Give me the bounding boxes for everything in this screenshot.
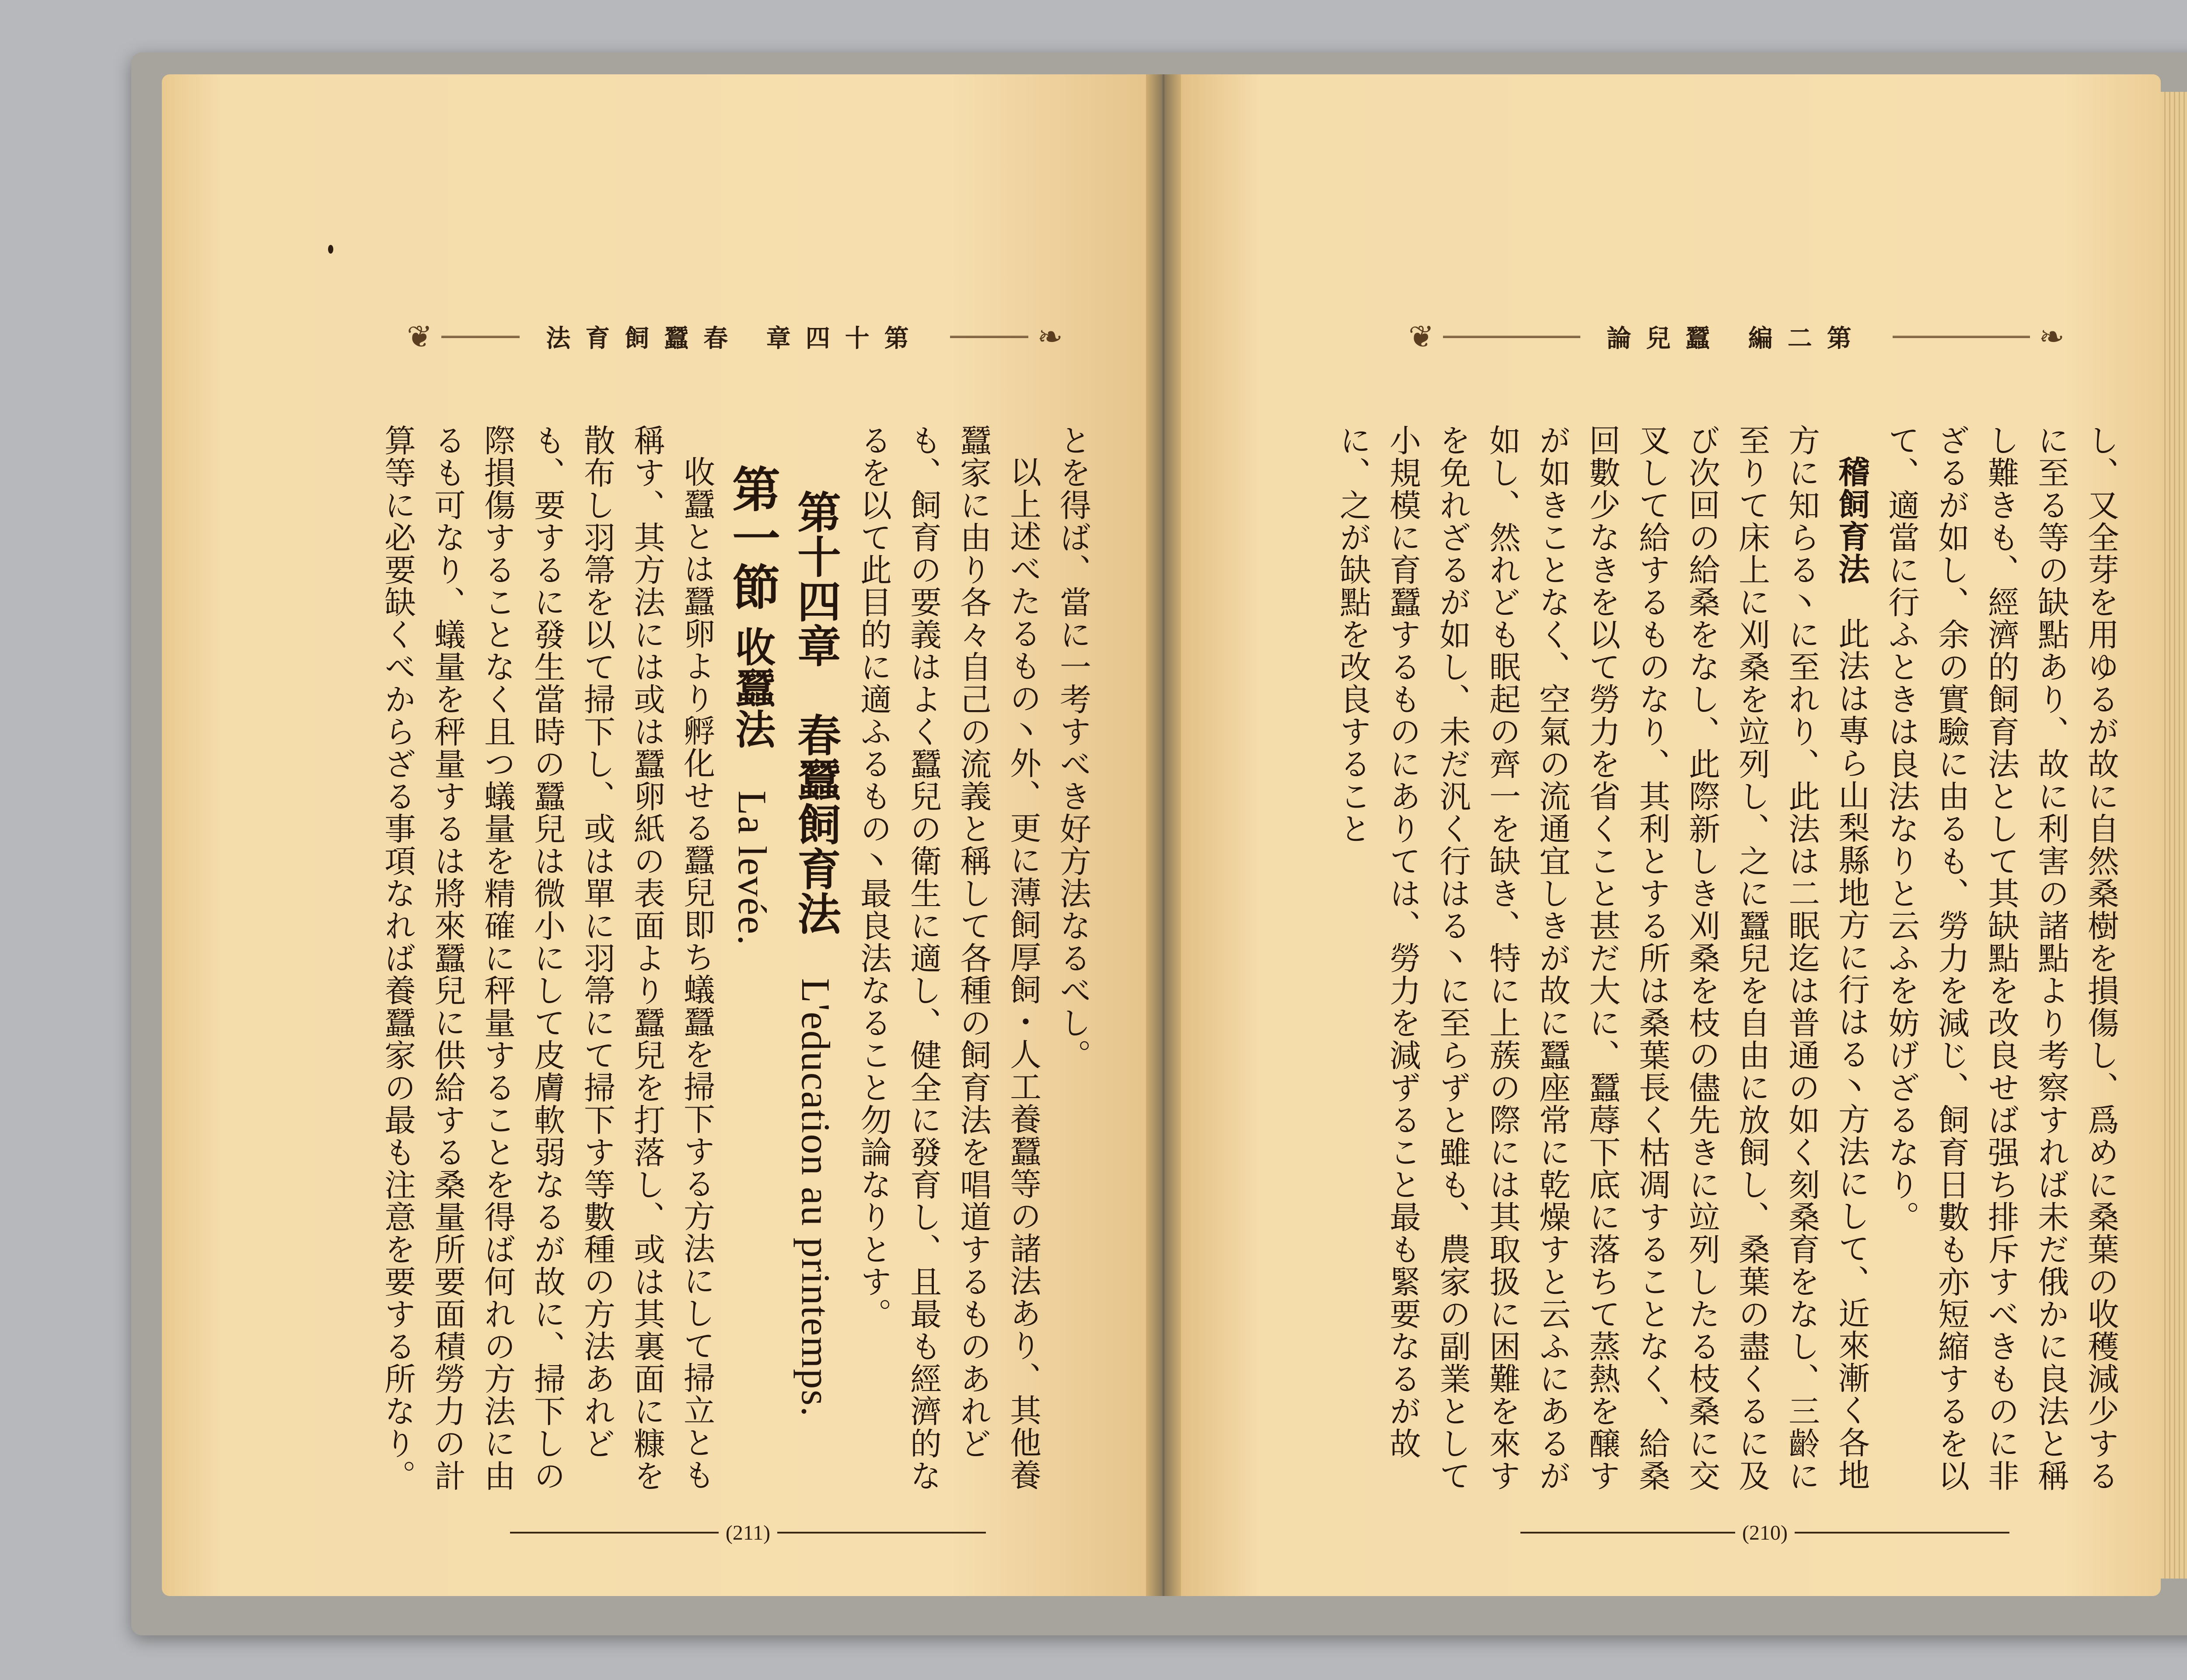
paragraph bbox=[1328, 424, 1876, 1517]
page-footer-left bbox=[503, 1517, 993, 1548]
chapter-title: 第十四章 春蠶飼育法 bbox=[790, 490, 842, 936]
header-text: 法育飼蠶春 章四十第 bbox=[546, 324, 924, 353]
footer-rule bbox=[510, 1532, 719, 1534]
page-edges bbox=[2161, 92, 2187, 1579]
header-rule bbox=[1893, 336, 2030, 338]
chapter-heading bbox=[783, 424, 849, 1517]
chapter-french-title: L'education au printemps. bbox=[793, 978, 838, 1418]
paragraph: とを得ば、當に一考すべき好方法なるべし。 bbox=[1055, 424, 1091, 1071]
ornament-icon: ❧ bbox=[2039, 319, 2065, 355]
ink-dot bbox=[328, 245, 333, 254]
paragraph: し、又全芽を用ゆるが故に自然桑樹を損傷し、爲めに桑葉の收穫減少するに至る等の缺點あり、故に利害の諸點より考察すれば未だ俄かに良法と稱し難きも、經濟的飼育法として其缺點を改良せば强ち排斥すべきものに非ざるが如し、余の實驗に由るも、勞力を減じ、飼育日數も亦短縮するを以て、適當に行ふときは良法なりと云ふを妨げざるなり。 bbox=[1883, 424, 2119, 1492]
paragraph: 以上述べたるもの丶外、更に薄飼厚飼・人工養蠶等の諸法あり、其他養蠶家に由り各々自己の流義と稱して各種の飼育法を唱道するものあれども、飼育の要義はよく蠶兒の衛生に適し、健全に發育し、且最も經濟的なるを以て此目的に適ふるもの丶最良法なること勿論なりとす。 bbox=[855, 424, 1041, 1492]
left-page bbox=[162, 74, 1146, 1596]
section-number: 第一節 bbox=[724, 464, 781, 611]
subsection-heading: 稽飼育法 bbox=[1833, 456, 1870, 585]
page-number: (211) bbox=[725, 1521, 771, 1544]
footer-rule bbox=[1520, 1532, 1735, 1534]
section-title: 收蠶法 bbox=[729, 626, 776, 750]
header-text: 論兒蠶 編二第 bbox=[1607, 324, 1866, 353]
running-header-left bbox=[407, 310, 1063, 363]
book-gutter bbox=[1146, 74, 1181, 1596]
footer-rule bbox=[777, 1532, 986, 1534]
ornament-icon: ❦ bbox=[407, 319, 433, 355]
running-header-right bbox=[1408, 310, 2065, 363]
right-page bbox=[1181, 74, 2161, 1596]
header-rule bbox=[950, 336, 1029, 338]
ornament-icon: ❧ bbox=[1037, 319, 1063, 355]
footer-rule bbox=[1795, 1532, 2009, 1534]
page-footer-right bbox=[1513, 1517, 2016, 1548]
page-number: (210) bbox=[1742, 1521, 1788, 1544]
header-rule bbox=[1443, 336, 1581, 338]
paragraph: 收蠶とは蠶卵より孵化せる蠶兒即ち蟻蠶を掃下する方法にして掃立とも稱す、其方法には或は蠶卵紙の表面より蠶兒を打落し、或は其裏面に糠を散布し羽箒を以て掃下し、或は單に羽箒にて掃下す等數種の方法あれども、要するに發生當時の蠶兒は微小にして皮膚軟弱なるが故に、掃下しの際損傷することなく且つ蟻量を精確に秤量することを得ば何れの方法に由るも可なり、蟻量を秤量するは將來蠶兒に供給する桑量所要面積勞力の計算等に必要缺くべからざる事項なれば養蠶家の最も注意を要する所なり。 bbox=[379, 424, 715, 1492]
section-heading bbox=[722, 424, 783, 1517]
section-french-title: La levée. bbox=[730, 791, 775, 946]
right-body-text bbox=[1260, 424, 2126, 1517]
header-rule bbox=[441, 336, 520, 338]
ornament-icon: ❦ bbox=[1408, 319, 1434, 355]
left-body-text bbox=[267, 424, 1098, 1517]
paragraph-text: 此法は專ら山梨縣地方に行はる丶方法にして、近來漸く各地方に知らる丶に至れり、此法は二眠迄は普通の如く刻桑育をなし、三齡に至りて床上に刈桑を竝列し、之に蠶兒を自由に放飼し、桑葉の盡くるに及び次回の給桑をなし、此際新しき刈桑を枝の儘先きに竝列したる枝桑に交叉して給するものなり、其利とする所は桑葉長く枯凋することなく、給桑回數少なきを以て勞力を省くこと甚だ大に、蠶蓐下底に落ちて蒸熱を醸すが如きことなく、空氣の流通宜しきが故に蠶座常に乾燥すと云ふにあるが如し、然れども眠起の齊一を缺き、特に上蔟の際には其取扱に困難を來すを免れざるが如し、未だ汎く行はる丶に至らずと雖も、農家の副業として小規模に育蠶するものにありては、勞力を減ずること最も緊要なるが故に、之が缺點を改良すること bbox=[1335, 424, 1870, 1492]
